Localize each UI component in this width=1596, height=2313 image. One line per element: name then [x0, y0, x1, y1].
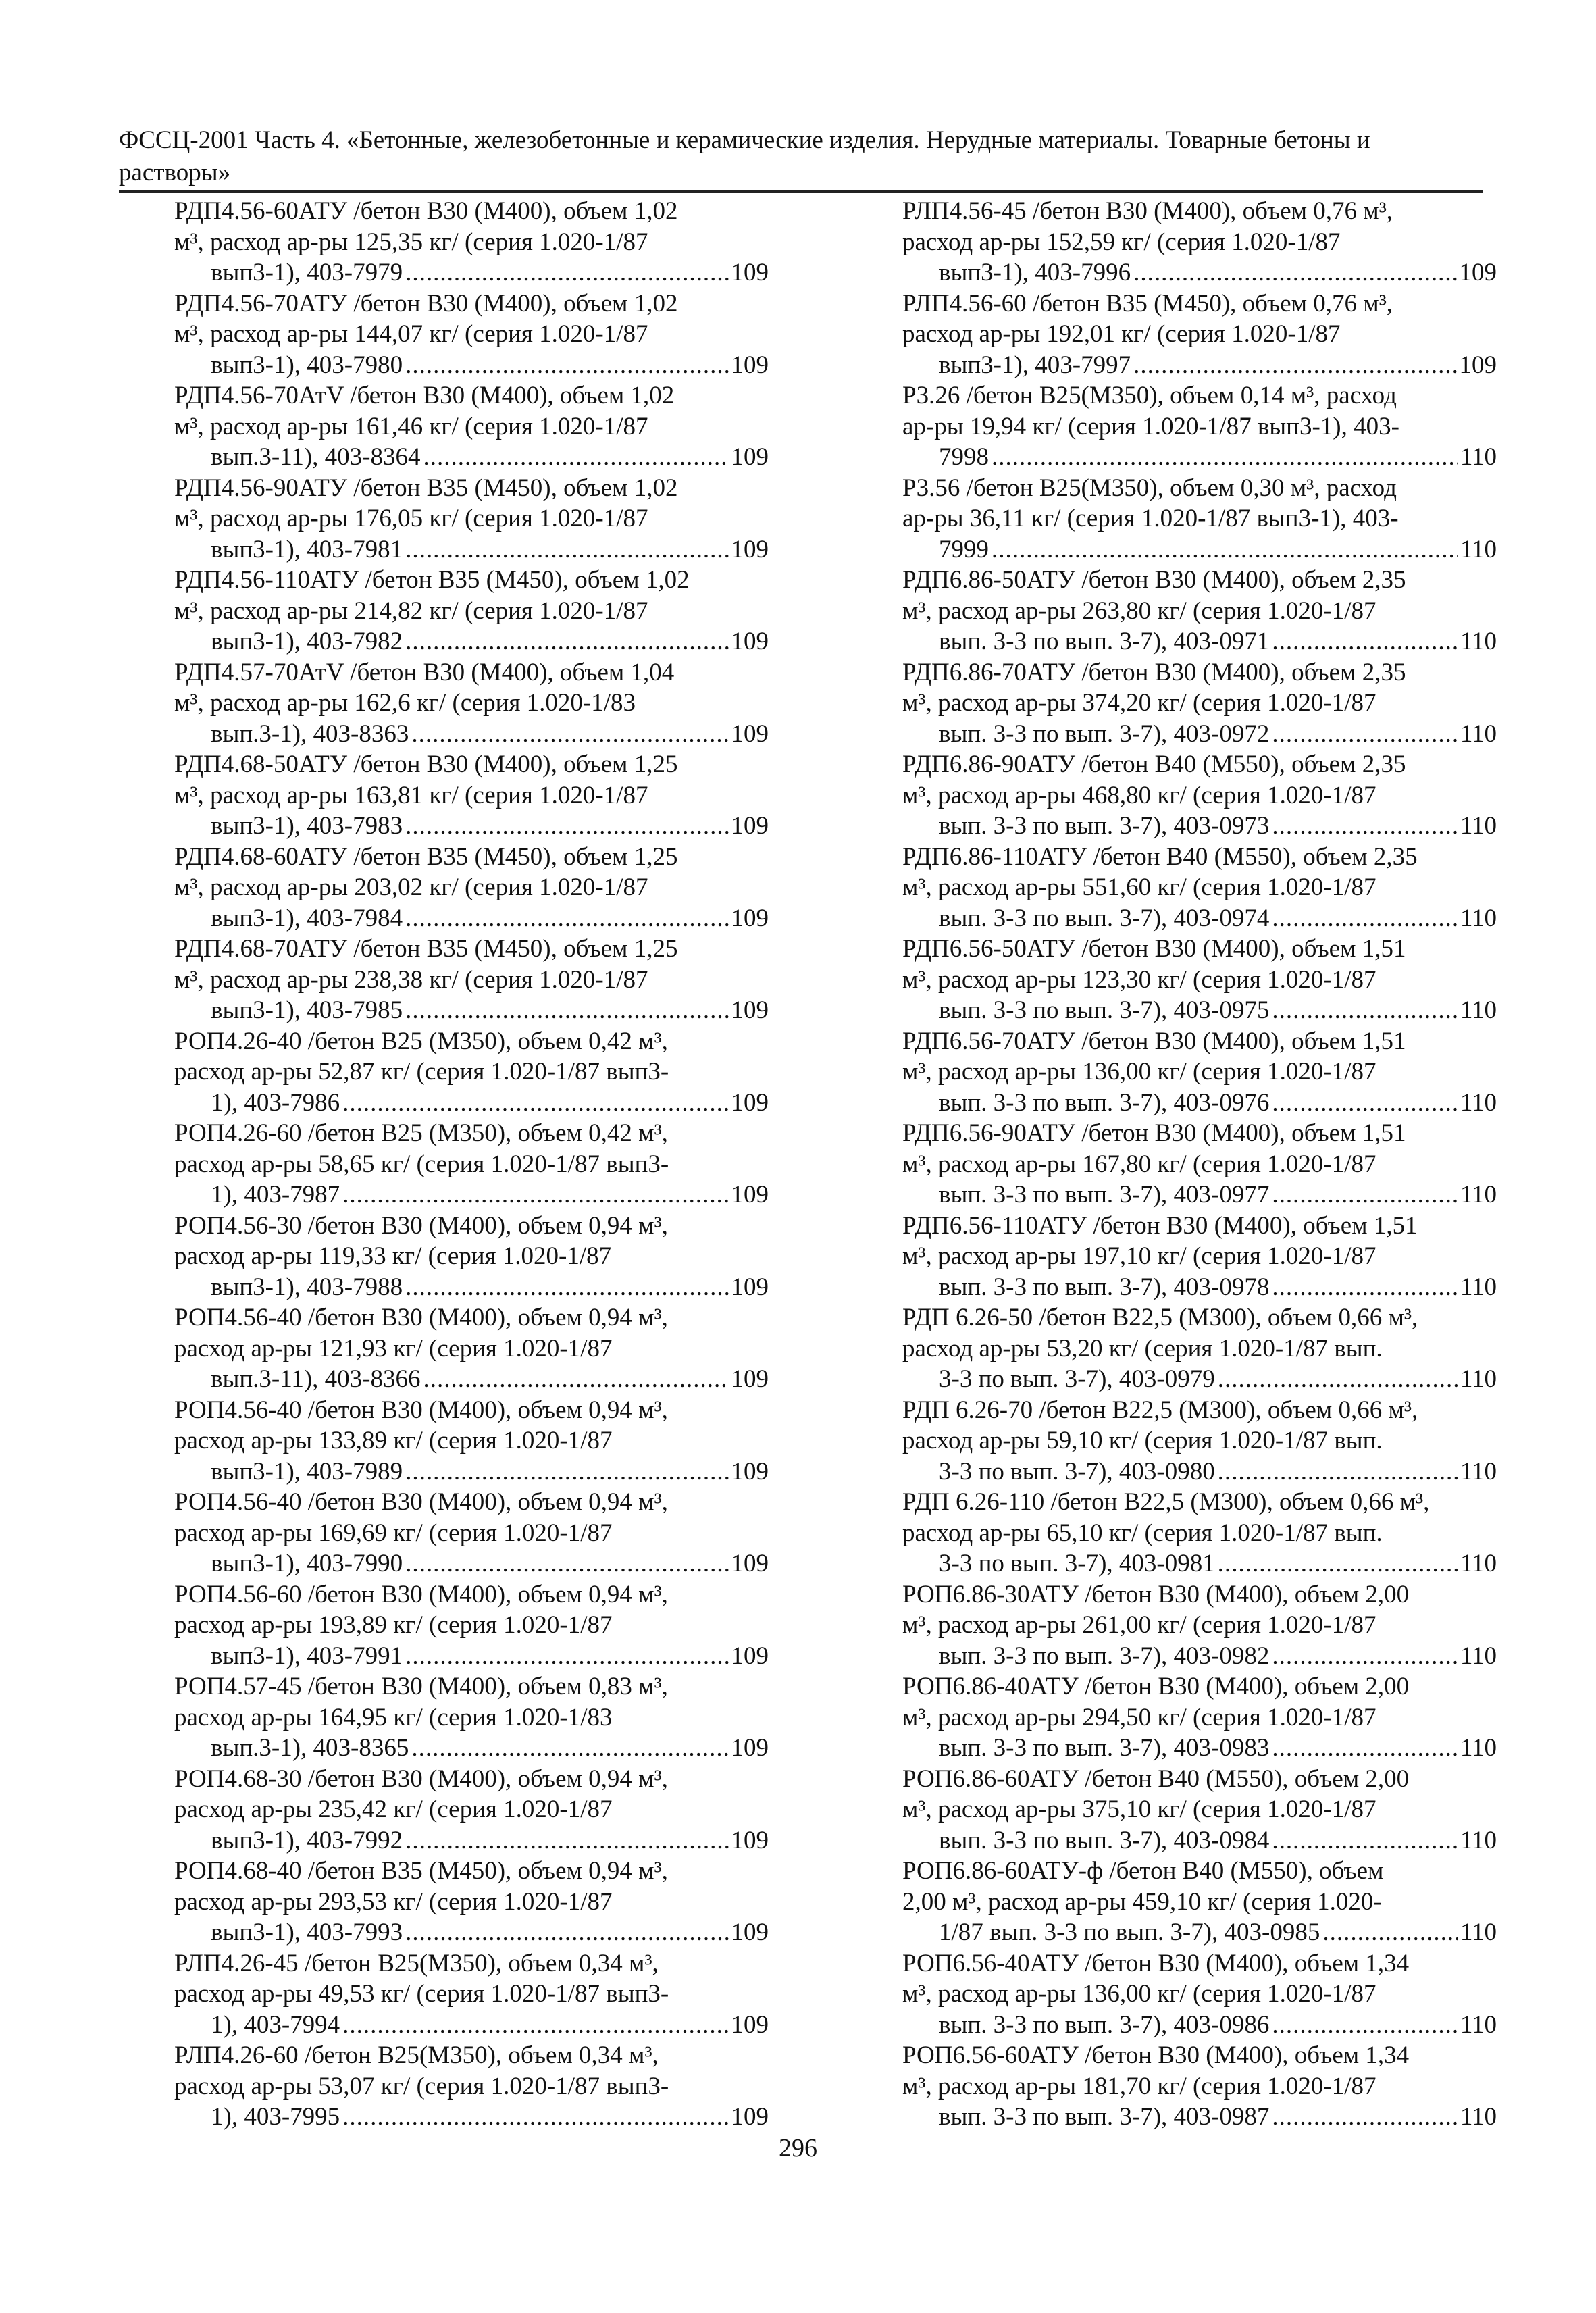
entry-page-ref: 110 [1460, 719, 1497, 748]
entry-last-line [211, 442, 769, 473]
entry-last-line [211, 1548, 769, 1579]
entry-code: вып. 3-3 по вып. 3-7), 403-0976 [939, 1088, 1270, 1117]
entry-line: ар-ры 36,11 кг/ (серия 1.020-1/87 вып3-1), 403- [902, 505, 1399, 532]
index-entry [902, 1856, 1497, 1948]
dot-leader [423, 442, 728, 473]
entry-page-ref: 109 [731, 2010, 769, 2039]
entry-line: ар-ры 19,94 кг/ (серия 1.020-1/87 вып3-1), 403- [902, 412, 1399, 440]
dot-leader [1272, 1179, 1458, 1211]
entry-code: вып3-1), 403-7992 [211, 1826, 403, 1854]
entry-last-line [939, 534, 1497, 565]
entry-page-ref: 110 [1460, 1181, 1497, 1209]
header-rule [119, 190, 1483, 193]
dot-leader [405, 350, 728, 381]
dot-leader [405, 1641, 728, 1672]
entry-line: расход ар-ры 53,07 кг/ (серия 1.020-1/87 вып3- [174, 2072, 669, 2100]
dot-leader [405, 626, 728, 657]
dot-leader [1322, 1917, 1457, 1948]
entry-line: расход ар-ры 164,95 кг/ (серия 1.020-1/83 [174, 1703, 613, 1731]
entry-code: вып3-1), 403-7980 [211, 351, 403, 379]
entry-code: вып. 3-3 по вып. 3-7), 403-0974 [939, 904, 1270, 932]
entry-line: РОП6.86-40АТУ /бетон В30 (М400), объем 2,00 [902, 1673, 1410, 1700]
entry-code: вып.3-11), 403-8366 [211, 1365, 421, 1393]
dot-leader [423, 1364, 728, 1395]
entry-line: м³, расход ар-ры 176,05 кг/ (серия 1.020-1/87 [174, 505, 648, 532]
index-entry [174, 749, 769, 842]
entry-page-ref: 109 [731, 904, 769, 932]
index-entry [902, 1211, 1497, 1303]
entry-page-ref: 110 [1460, 1642, 1497, 1670]
dot-leader [342, 1179, 728, 1211]
entry-code: вып. 3-3 по вып. 3-7), 403-0987 [939, 2103, 1270, 2131]
entry-line: м³, расход ар-ры 161,46 кг/ (серия 1.020-1/87 [174, 412, 648, 440]
entry-page-ref: 110 [1460, 1457, 1497, 1485]
entry-line: РДП6.86-90АТУ /бетон В40 (М550), объем 2,35 [902, 751, 1406, 778]
entry-last-line [939, 1456, 1497, 1488]
entry-page-ref: 109 [731, 1642, 769, 1670]
entry-last-line [211, 2102, 769, 2133]
entry-line: РОП6.86-60АТУ-ф /бетон В40 (М550), объем [902, 1857, 1384, 1885]
dot-leader [1272, 2010, 1458, 2041]
entry-page-ref: 109 [731, 1273, 769, 1301]
entry-line: расход ар-ры 59,10 кг/ (серия 1.020-1/87 вып. [902, 1427, 1383, 1454]
entry-line: расход ар-ры 58,65 кг/ (серия 1.020-1/87 вып3- [174, 1150, 669, 1178]
entry-last-line [939, 442, 1497, 473]
entry-last-line [211, 719, 769, 750]
entry-last-line [939, 1641, 1497, 1672]
entry-line: расход ар-ры 152,59 кг/ (серия 1.020-1/87 [902, 228, 1341, 256]
entry-line: м³, расход ар-ры 197,10 кг/ (серия 1.020-1/87 [902, 1242, 1376, 1270]
dot-leader [405, 1456, 728, 1488]
entry-page-ref: 110 [1460, 1273, 1497, 1301]
dot-leader [1218, 1456, 1458, 1488]
entry-line: расход ар-ры 65,10 кг/ (серия 1.020-1/87 вып. [902, 1519, 1383, 1547]
entry-line: расход ар-ры 53,20 кг/ (серия 1.020-1/87 вып. [902, 1334, 1383, 1363]
index-entry [902, 565, 1497, 657]
entry-code: вып3-1), 403-7988 [211, 1273, 403, 1301]
entry-page-ref: 109 [731, 1365, 769, 1393]
dot-leader [1272, 2102, 1458, 2133]
entry-line: м³, расход ар-ры 374,20 кг/ (серия 1.020-1/87 [902, 689, 1376, 717]
index-entry [174, 196, 769, 288]
entry-page-ref: 110 [1460, 1365, 1497, 1393]
entry-line: м³, расход ар-ры 375,10 кг/ (серия 1.020-1/87 [902, 1796, 1376, 1823]
dot-leader [411, 1733, 728, 1764]
index-entry [174, 1302, 769, 1395]
dot-leader [1272, 626, 1458, 657]
index-entry [902, 1487, 1497, 1579]
entry-page-ref: 110 [1460, 812, 1497, 840]
entry-last-line [939, 1917, 1497, 1948]
dot-leader [405, 534, 728, 565]
entry-code: вып. 3-3 по вып. 3-7), 403-0983 [939, 1734, 1270, 1762]
entry-line: расход ар-ры 133,89 кг/ (серия 1.020-1/87 [174, 1427, 613, 1454]
entry-page-ref: 109 [731, 628, 769, 655]
index-entry [902, 1579, 1497, 1672]
entry-last-line [939, 1825, 1497, 1856]
index-entry [902, 749, 1497, 842]
entry-code: вып3-1), 403-7981 [211, 535, 403, 563]
entry-page-ref: 109 [731, 719, 769, 748]
dot-leader [342, 2102, 728, 2133]
dot-leader [1218, 1364, 1458, 1395]
index-entry [902, 1948, 1497, 2041]
index-entry [902, 934, 1497, 1026]
entry-line: расход ар-ры 193,89 кг/ (серия 1.020-1/87 [174, 1611, 613, 1639]
entry-line: РОП4.57-45 /бетон В30 (М400), объем 0,83 м³, [174, 1673, 668, 1700]
entry-page-ref: 109 [731, 259, 769, 286]
index-entry [902, 1671, 1497, 1764]
index-entry [174, 473, 769, 565]
entry-last-line [211, 1364, 769, 1395]
index-entry [174, 1118, 769, 1211]
index-entry [174, 2040, 769, 2133]
entry-line: РДП4.56-60АТУ /бетон В30 (М400), объем 1,02 [174, 197, 678, 225]
entry-line: расход ар-ры 235,42 кг/ (серия 1.020-1/87 [174, 1796, 613, 1823]
entry-last-line [211, 534, 769, 565]
entry-last-line [211, 350, 769, 381]
entry-line: РДП6.56-110АТУ /бетон В30 (М400), объем 1,51 [902, 1211, 1418, 1240]
entry-page-ref: 109 [731, 1550, 769, 1577]
entry-page-ref: 109 [1459, 351, 1497, 379]
dot-leader [1272, 1825, 1458, 1856]
entry-last-line [211, 1272, 769, 1303]
dot-leader [1133, 350, 1456, 381]
entry-line: Р3.26 /бетон В25(М350), объем 0,14 м³, расход [902, 382, 1397, 409]
entry-code: 3-3 по вып. 3-7), 403-0981 [939, 1550, 1215, 1577]
entry-line: РОП6.56-60АТУ /бетон В30 (М400), объем 1,34 [902, 2041, 1410, 2069]
dot-leader [405, 1825, 728, 1856]
entry-last-line [211, 1179, 769, 1211]
entry-line: расход ар-ры 52,87 кг/ (серия 1.020-1/87 вып3- [174, 1058, 669, 1086]
entry-line: РОП4.26-40 /бетон В25 (М350), объем 0,42 м³, [174, 1027, 668, 1055]
dot-leader [1272, 1641, 1458, 1672]
index-entry [174, 288, 769, 381]
entry-code: вып.3-11), 403-8364 [211, 443, 421, 471]
index-entry [174, 1579, 769, 1672]
entry-last-line [939, 811, 1497, 842]
entry-line: м³, расход ар-ры 125,35 кг/ (серия 1.020-1/87 [174, 228, 648, 256]
entry-last-line [211, 626, 769, 657]
entry-page-ref: 109 [1459, 259, 1497, 286]
index-entry [174, 380, 769, 473]
entry-code: вып3-1), 403-7982 [211, 628, 403, 655]
dot-leader [342, 1088, 728, 1119]
entry-line: м³, расход ар-ры 263,80 кг/ (серия 1.020-1/87 [902, 596, 1376, 625]
entry-line: РДП4.68-50АТУ /бетон В30 (М400), объем 1,25 [174, 751, 678, 778]
entry-line: расход ар-ры 121,93 кг/ (серия 1.020-1/87 [174, 1334, 613, 1363]
dot-leader [992, 534, 1458, 565]
index-column-right [902, 196, 1497, 2133]
entry-line: расход ар-ры 119,33 кг/ (серия 1.020-1/87 [174, 1242, 612, 1270]
entry-line: расход ар-ры 49,53 кг/ (серия 1.020-1/87 вып3- [174, 1980, 669, 2008]
entry-code: 1), 403-7994 [211, 2010, 340, 2039]
entry-code: вып3-1), 403-7979 [211, 259, 403, 286]
entry-page-ref: 109 [731, 351, 769, 379]
index-entry [174, 1671, 769, 1764]
entry-line: 2,00 м³, расход ар-ры 459,10 кг/ (серия 1.020- [902, 1887, 1382, 1916]
index-entry [174, 1948, 769, 2041]
entry-last-line [211, 903, 769, 934]
entry-line: расход ар-ры 169,69 кг/ (серия 1.020-1/87 [174, 1519, 613, 1547]
index-entry [902, 2040, 1497, 2133]
dot-leader [405, 995, 728, 1026]
index-entry [174, 657, 769, 750]
entry-line: РДП4.56-70АтV /бетон В30 (М400), объем 1,02 [174, 382, 675, 409]
dot-leader [1272, 1733, 1458, 1764]
entry-code: вып. 3-3 по вып. 3-7), 403-0982 [939, 1642, 1270, 1670]
entry-last-line [939, 719, 1497, 750]
entry-last-line [939, 2010, 1497, 2041]
index-entry [174, 842, 769, 934]
entry-line: РДП6.56-50АТУ /бетон В30 (М400), объем 1,51 [902, 935, 1406, 963]
entry-line: м³, расход ар-ры 468,80 кг/ (серия 1.020-1/87 [902, 781, 1376, 809]
entry-code: вып. 3-3 по вып. 3-7), 403-0984 [939, 1826, 1270, 1854]
entry-line: расход ар-ры 192,01 кг/ (серия 1.020-1/87 [902, 320, 1341, 348]
entry-line: м³, расход ар-ры 261,00 кг/ (серия 1.020-1/87 [902, 1611, 1376, 1639]
entry-line: м³, расход ар-ры 181,70 кг/ (серия 1.020-1/87 [902, 2072, 1376, 2100]
dot-leader [1272, 811, 1458, 842]
entry-page-ref: 109 [731, 1457, 769, 1485]
entry-page-ref: 110 [1460, 904, 1497, 932]
entry-code: вып3-1), 403-7984 [211, 904, 403, 932]
entry-page-ref: 109 [731, 2103, 769, 2131]
entry-page-ref: 109 [731, 996, 769, 1024]
entry-page-ref: 110 [1460, 628, 1497, 655]
entry-line: м³, расход ар-ры 167,80 кг/ (серия 1.020-1/87 [902, 1150, 1376, 1178]
entry-line: м³, расход ар-ры 294,50 кг/ (серия 1.020-1/87 [902, 1703, 1376, 1731]
entry-last-line [211, 1917, 769, 1948]
entry-page-ref: 109 [731, 535, 769, 563]
entry-line: м³, расход ар-ры 163,81 кг/ (серия 1.020-1/87 [174, 781, 648, 809]
index-entry [174, 1026, 769, 1119]
index-entry [902, 380, 1497, 473]
entry-line: РДП 6.26-110 /бетон В22,5 (М300), объем 0,66 м³, [902, 1488, 1430, 1516]
entry-code: вып3-1), 403-7993 [211, 1918, 403, 1946]
entry-line: РЛП4.26-60 /бетон В25(М350), объем 0,34 м³, [174, 2041, 659, 2069]
entry-last-line [939, 1548, 1497, 1579]
entry-last-line [939, 350, 1497, 381]
entry-line: РДП4.56-90АТУ /бетон В35 (М450), объем 1,02 [174, 474, 678, 502]
index-entry [174, 1395, 769, 1488]
entry-page-ref: 110 [1460, 1088, 1497, 1117]
entry-page-ref: 110 [1460, 996, 1497, 1024]
entry-line: РДП6.56-90АТУ /бетон В30 (М400), объем 1,51 [902, 1119, 1406, 1147]
entry-line: расход ар-ры 293,53 кг/ (серия 1.020-1/87 [174, 1887, 613, 1916]
entry-line: м³, расход ар-ры 136,00 кг/ (серия 1.020-1/87 [902, 1980, 1376, 2008]
entry-last-line [211, 1641, 769, 1672]
entry-line: РОП6.56-40АТУ /бетон В30 (М400), объем 1,34 [902, 1949, 1410, 1977]
entry-line: РЛП4.56-60 /бетон В35 (М450), объем 0,76 м³, [902, 289, 1393, 317]
entry-page-ref: 110 [1460, 2010, 1497, 2039]
index-column-left [174, 196, 769, 2133]
entry-line: РДП6.86-70АТУ /бетон В30 (М400), объем 2,35 [902, 658, 1406, 686]
entry-last-line [211, 1825, 769, 1856]
entry-code: вып.3-1), 403-8365 [211, 1734, 409, 1762]
entry-line: РДП4.56-110АТУ /бетон В35 (М450), объем 1,02 [174, 566, 690, 594]
entry-line: РОП4.56-30 /бетон В30 (М400), объем 0,94 м³, [174, 1211, 668, 1240]
entry-last-line [939, 903, 1497, 934]
entry-line: РОП6.86-30АТУ /бетон В30 (М400), объем 2,00 [902, 1580, 1410, 1608]
entry-code: 1), 403-7986 [211, 1088, 340, 1117]
entry-line: РДП 6.26-50 /бетон В22,5 (М300), объем 0,66 м³, [902, 1304, 1418, 1331]
entry-line: РОП4.68-40 /бетон В35 (М450), объем 0,94 м³, [174, 1857, 668, 1885]
entry-line: РОП4.56-40 /бетон В30 (М400), объем 0,94 м³, [174, 1304, 668, 1331]
entry-page-ref: 109 [731, 1918, 769, 1946]
entry-last-line [939, 1088, 1497, 1119]
entry-page-ref: 110 [1460, 535, 1497, 563]
entry-page-ref: 110 [1460, 1734, 1497, 1762]
entry-code: вып. 3-3 по вып. 3-7), 403-0977 [939, 1181, 1270, 1209]
entry-code: 7999 [939, 535, 989, 563]
index-entry [902, 1302, 1497, 1395]
entry-code: вып3-1), 403-7985 [211, 996, 403, 1024]
entry-line: м³, расход ар-ры 214,82 кг/ (серия 1.020-1/87 [174, 596, 648, 625]
entry-last-line [211, 1456, 769, 1488]
index-entry [902, 1764, 1497, 1856]
entry-last-line [939, 257, 1497, 288]
entry-code: 1/87 вып. 3-3 по вып. 3-7), 403-0985 [939, 1918, 1320, 1946]
index-entry [902, 657, 1497, 750]
entry-last-line [211, 995, 769, 1026]
entry-code: вып3-1), 403-7983 [211, 812, 403, 840]
entry-line: РОП4.68-30 /бетон В30 (М400), объем 0,94 м³, [174, 1764, 668, 1793]
dot-leader [405, 1272, 728, 1303]
entry-code: вып. 3-3 по вып. 3-7), 403-0986 [939, 2010, 1270, 2039]
index-entry [174, 1211, 769, 1303]
entry-page-ref: 110 [1460, 443, 1497, 471]
dot-leader [1272, 1272, 1458, 1303]
entry-code: вып. 3-3 по вып. 3-7), 403-0973 [939, 812, 1270, 840]
entry-page-ref: 109 [731, 1181, 769, 1209]
index-entry [902, 473, 1497, 565]
entry-line: РДП6.86-50АТУ /бетон В30 (М400), объем 2,35 [902, 566, 1406, 594]
index-entry [174, 1764, 769, 1856]
entry-line: м³, расход ар-ры 136,00 кг/ (серия 1.020-1/87 [902, 1058, 1376, 1086]
index-entry [902, 196, 1497, 288]
entry-page-ref: 109 [731, 812, 769, 840]
index-entry [174, 934, 769, 1026]
entry-line: м³, расход ар-ры 238,38 кг/ (серия 1.020-1/87 [174, 965, 648, 994]
entry-code: вып. 3-3 по вып. 3-7), 403-0975 [939, 996, 1270, 1024]
index-entry [174, 1856, 769, 1948]
entry-line: РДП 6.26-70 /бетон В22,5 (М300), объем 0,66 м³, [902, 1396, 1418, 1424]
dot-leader [405, 811, 728, 842]
dot-leader [1272, 903, 1458, 934]
dot-leader [411, 719, 728, 750]
entry-last-line [211, 811, 769, 842]
entry-line: РОП4.56-40 /бетон В30 (М400), объем 0,94 м³, [174, 1396, 668, 1424]
dot-leader [405, 1548, 728, 1579]
entry-line: РДП4.57-70АтV /бетон В30 (М400), объем 1,04 [174, 658, 675, 686]
dot-leader [1272, 719, 1458, 750]
index-entry [902, 1118, 1497, 1211]
page-number: 296 [779, 2134, 817, 2162]
dot-leader [405, 903, 728, 934]
entry-line: РДП4.68-60АТУ /бетон В35 (М450), объем 1,25 [174, 842, 678, 871]
index-entry [174, 565, 769, 657]
entry-line: РОП4.56-60 /бетон В30 (М400), объем 0,94 м³, [174, 1580, 668, 1608]
entry-code: 3-3 по вып. 3-7), 403-0980 [939, 1457, 1215, 1485]
entry-code: вып.3-1), 403-8363 [211, 719, 409, 748]
dot-leader [1133, 257, 1456, 288]
entry-last-line [939, 2102, 1497, 2133]
entry-last-line [939, 1272, 1497, 1303]
index-entry [902, 1395, 1497, 1488]
entry-code: вып. 3-3 по вып. 3-7), 403-0978 [939, 1273, 1270, 1301]
dot-leader [342, 2010, 728, 2041]
entry-code: вып3-1), 403-7990 [211, 1550, 403, 1577]
entry-line: РДП6.56-70АТУ /бетон В30 (М400), объем 1,51 [902, 1027, 1406, 1055]
entry-line: РЛП4.26-45 /бетон В25(М350), объем 0,34 м³, [174, 1949, 659, 1977]
entry-line: РОП4.56-40 /бетон В30 (М400), объем 0,94 м³, [174, 1488, 668, 1516]
entry-line: м³, расход ар-ры 144,07 кг/ (серия 1.020-1/87 [174, 320, 648, 348]
entry-page-ref: 110 [1460, 2103, 1497, 2131]
entry-code: вып3-1), 403-7989 [211, 1457, 403, 1485]
entry-line: РОП4.26-60 /бетон В25 (М350), объем 0,42 м³, [174, 1119, 668, 1147]
dot-leader [405, 1917, 728, 1948]
entry-line: РДП4.56-70АТУ /бетон В30 (М400), объем 1,02 [174, 289, 678, 317]
entry-page-ref: 109 [731, 1826, 769, 1854]
entry-last-line [939, 1179, 1497, 1211]
entry-line: РДП4.68-70АТУ /бетон В35 (М450), объем 1,25 [174, 935, 678, 963]
entry-line: м³, расход ар-ры 551,60 кг/ (серия 1.020-1/87 [902, 873, 1376, 901]
entry-line: РОП6.86-60АТУ /бетон В40 (М550), объем 2,00 [902, 1764, 1410, 1793]
entry-code: вып. 3-3 по вып. 3-7), 403-0971 [939, 628, 1270, 655]
entry-page-ref: 109 [731, 1734, 769, 1762]
index-entry [902, 1026, 1497, 1119]
entry-last-line [939, 995, 1497, 1026]
dot-leader [1272, 995, 1458, 1026]
entry-page-ref: 110 [1460, 1550, 1497, 1577]
entry-last-line [211, 1733, 769, 1764]
index-entry [902, 288, 1497, 381]
dot-leader [1218, 1548, 1458, 1579]
entry-code: 3-3 по вып. 3-7), 403-0979 [939, 1365, 1215, 1393]
entry-line: м³, расход ар-ры 162,6 кг/ (серия 1.020-1/83 [174, 689, 636, 717]
entry-line: м³, расход ар-ры 123,30 кг/ (серия 1.020-1/87 [902, 965, 1376, 994]
entry-code: вып3-1), 403-7991 [211, 1642, 403, 1670]
index-entry [902, 842, 1497, 934]
running-header: ФССЦ-2001 Часть 4. «Бетонные, железобетонные и керамические изделия. Нерудные материалы. Товарные бетоны и растворы» [119, 126, 1370, 186]
dot-leader [1272, 1088, 1458, 1119]
entry-last-line [211, 257, 769, 288]
entry-line: РЛП4.56-45 /бетон В30 (М400), объем 0,76 м³, [902, 197, 1393, 225]
entry-page-ref: 109 [731, 1088, 769, 1117]
entry-code: 7998 [939, 443, 989, 471]
entry-line: Р3.56 /бетон В25(М350), объем 0,30 м³, расход [902, 474, 1397, 502]
entry-code: вып. 3-3 по вып. 3-7), 403-0972 [939, 719, 1270, 748]
entry-line: РДП6.86-110АТУ /бетон В40 (М550), объем 2,35 [902, 842, 1418, 871]
entry-last-line [211, 1088, 769, 1119]
entry-last-line [939, 626, 1497, 657]
entry-code: вып3-1), 403-7996 [939, 259, 1131, 286]
entry-last-line [939, 1364, 1497, 1395]
dot-leader [405, 257, 728, 288]
entry-line: м³, расход ар-ры 203,02 кг/ (серия 1.020-1/87 [174, 873, 648, 901]
entry-last-line [939, 1733, 1497, 1764]
entry-page-ref: 110 [1460, 1918, 1497, 1946]
entry-code: 1), 403-7995 [211, 2103, 340, 2131]
entry-code: 1), 403-7987 [211, 1181, 340, 1209]
entry-code: вып3-1), 403-7997 [939, 351, 1131, 379]
dot-leader [992, 442, 1458, 473]
entry-page-ref: 110 [1460, 1826, 1497, 1854]
entry-last-line [211, 2010, 769, 2041]
entry-page-ref: 109 [731, 443, 769, 471]
index-entry [174, 1487, 769, 1579]
